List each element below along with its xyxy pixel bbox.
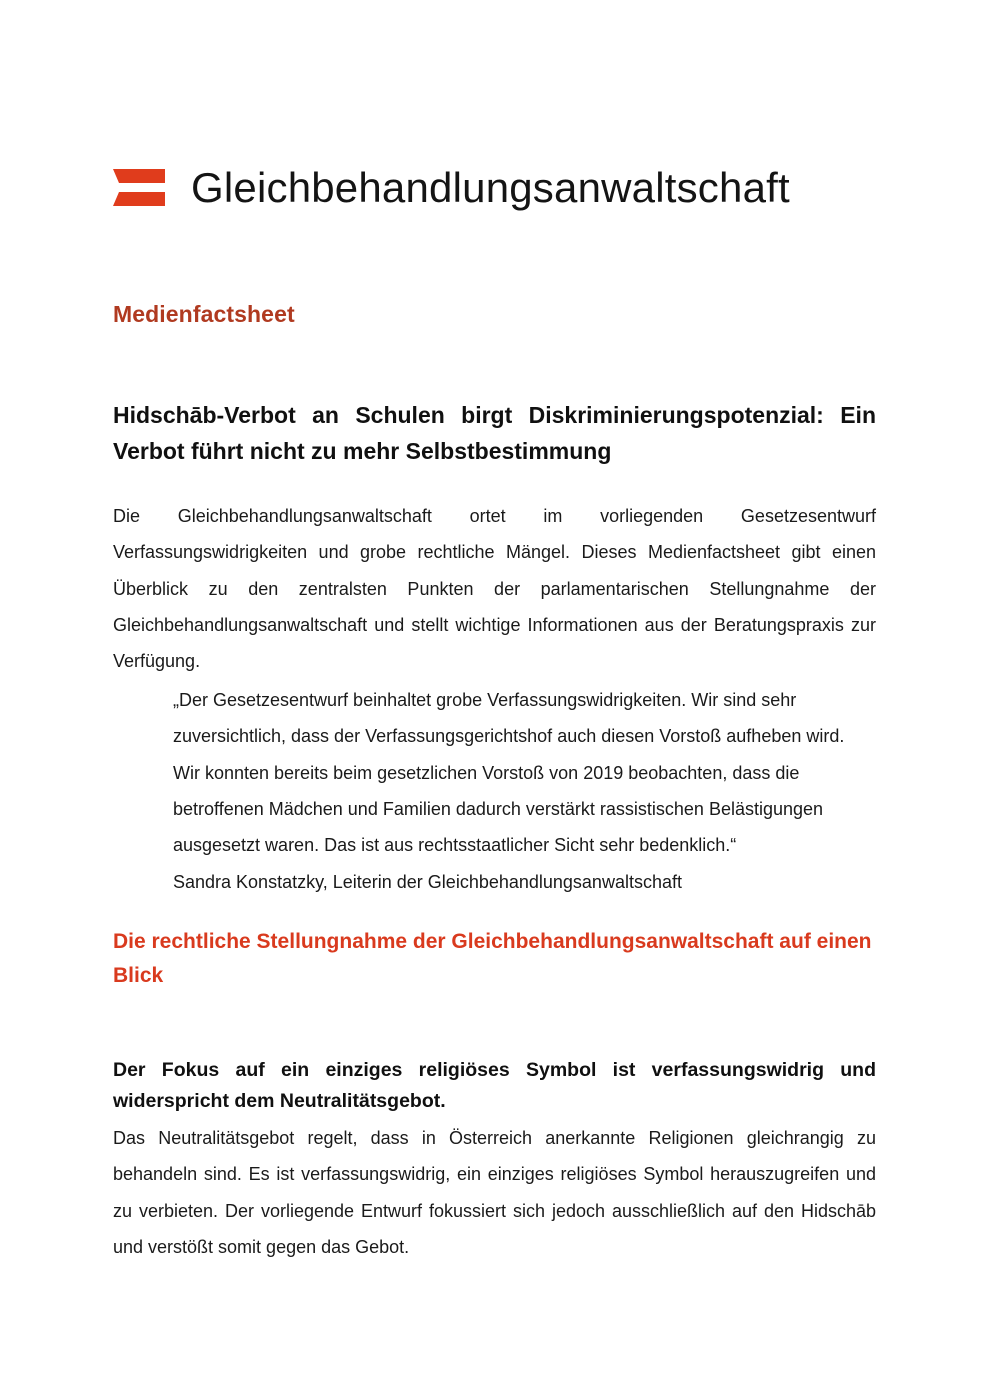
austria-flag-mark-icon: [113, 165, 165, 212]
document-kind-heading: Medienfactsheet: [113, 301, 295, 327]
page-title: Hidschāb-Verbot an Schulen birgt Diskriminierungspotenzial: Ein Verbot führt nicht zu mehr Selbstbestimmung: [113, 402, 876, 464]
quote-text: „Der Gesetzesentwurf beinhaltet grobe Verfassungswidrigkeiten. Wir sind sehr zuversichtlich, dass der Verfassungsgerichtshof auch diesen Vorstoß aufheben wird. Wir konnten bereits beim gesetzlichen Vorstoß von 2019 beobachten, dass die betroffenen Mädchen und Familien dadurch verstärkt rassistischen Belästigungen ausgesetzt waren. Das ist aus rechtsstaatlicher Sicht sehr bedenklich.“: [173, 690, 845, 856]
organisation-wordmark: Gleichbehandlungsanwaltschaft: [191, 164, 790, 211]
masthead: [113, 150, 790, 226]
pull-quote: [173, 682, 876, 900]
subsection-heading: Der Fokus auf ein einziges religiöses Symbol ist verfassungswidrig und widerspricht dem Neutralitätsgebot.: [113, 1059, 876, 1112]
section-heading: Die rechtliche Stellungnahme der Gleichbehandlungsanwaltschaft auf einen Blick: [113, 930, 872, 988]
quote-attribution: Sandra Konstatzky, Leiterin der Gleichbehandlungsanwaltschaft: [173, 871, 682, 892]
closing-paragraph: Das Neutralitätsgebot regelt, dass in Österreich anerkannte Religionen gleichrangig zu behandeln sind. Es ist verfassungswidrig, ein einziges religiöses Symbol herauszugreifen und zu verbieten. Der vorliegende Entwurf fokussiert sich jedoch ausschließlich auf den Hidschāb und verstößt somit gegen das Gebot.: [113, 1128, 876, 1258]
intro-paragraph: Die Gleichbehandlungsanwaltschaft ortet im vorliegenden Gesetzesentwurf Verfassungswidrigkeiten und grobe rechtliche Mängel. Dieses Medienfactsheet gibt einen Überblick zu den zentralsten Punkten der parlamentarischen Stellungnahme der Gleichbehandlungsanwaltschaft und stellt wichtige Informationen aus der Beratungspraxis zur Verfügung.: [113, 506, 876, 672]
